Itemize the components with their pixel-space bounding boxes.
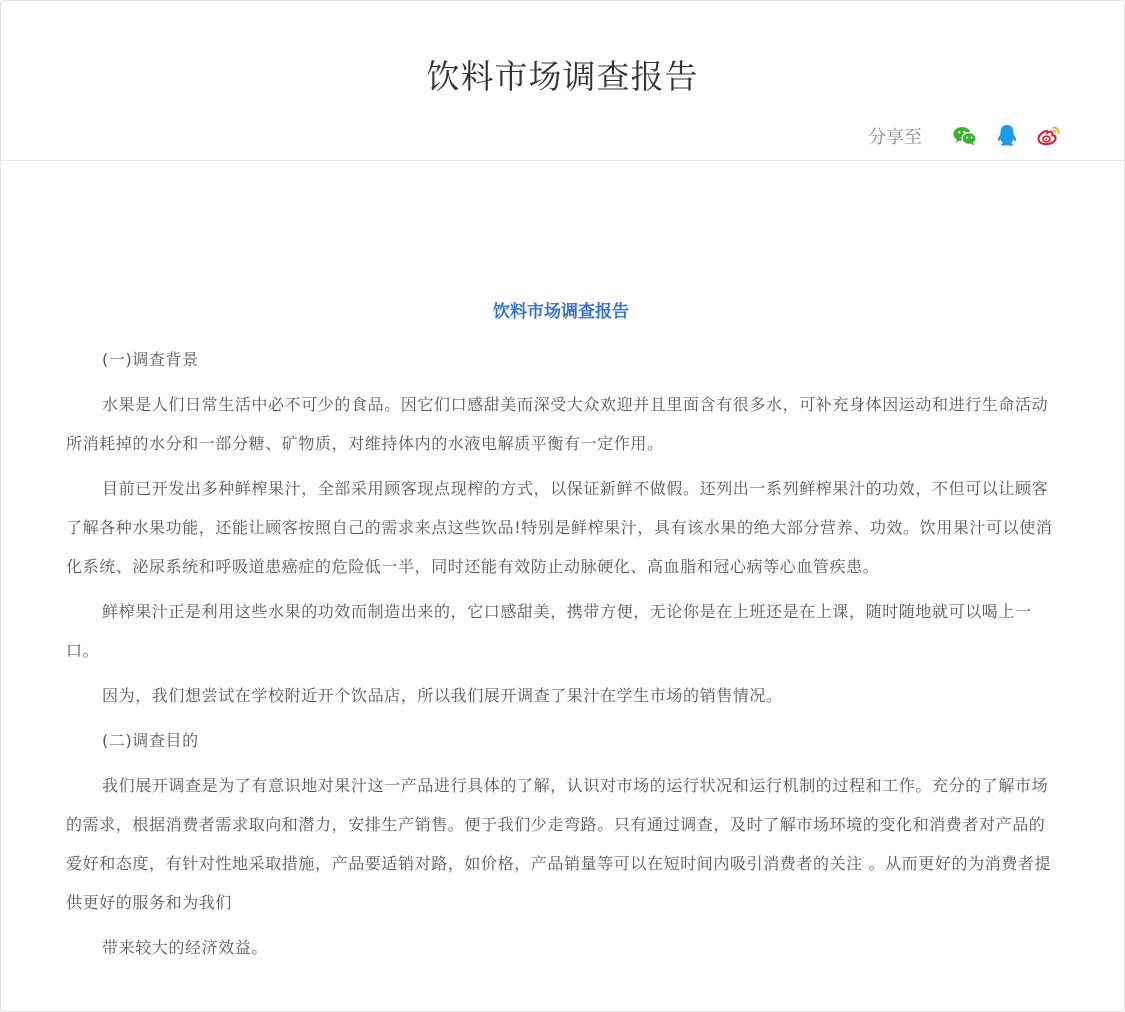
page-title: 饮料市场调查报告 xyxy=(426,57,699,96)
share-label: 分享至 xyxy=(868,127,922,148)
paragraph: 我们展开调查是为了有意识地对果汁这一产品进行具体的了解，认识对市场的运行状况和运行机制的过程和工作。充分的了解市场的需求，根据消费者需求取向和潜力，安排生产销售。便于我们少走弯路。只有通过调查，及时了解市场环境的变化和消费者对产品的爱好和态度，有针对性地采取措施，产品要适销对路，如价格，产品销量等可以在短时间内吸引消费者的关注 。从而更好的为消费者提供更好的服务和为我们 xyxy=(66,776,1052,912)
page-header xyxy=(1,1,1124,161)
paragraph: 水果是人们日常生活中必不可少的食品。因它们口感甜美而深受大众欢迎并且里面含有很多水，可补充身体因运动和进行生命活动所消耗掉的水分和一部分糖、矿物质，对维持体内的水液电解质平衡有一定作用。 xyxy=(66,395,1049,453)
paragraph: 鲜榨果汁正是利用这些水果的功效而制造出来的，它口感甜美，携带方便，无论你是在上班还是在上课，随时随地就可以喝上一口。 xyxy=(66,602,1032,660)
weibo-icon[interactable] xyxy=(1036,123,1062,149)
section-heading: (二)调查目的 xyxy=(102,731,199,750)
paragraph: 因为，我们想尝试在学校附近开个饮品店，所以我们展开调查了果汁在学生市场的销售情况。 xyxy=(102,686,783,705)
paragraph: 带来较大的经济效益。 xyxy=(102,938,269,957)
share-bar xyxy=(868,121,1062,151)
article-title: 饮料市场调查报告 xyxy=(493,302,629,322)
section-heading: (一)调查背景 xyxy=(102,350,199,369)
qq-icon[interactable] xyxy=(994,123,1020,149)
article-body xyxy=(66,297,1056,967)
wechat-icon[interactable] xyxy=(952,123,978,149)
paragraph: 目前已开发出多种鲜榨果汁，全部采用顾客现点现榨的方式，以保证新鲜不做假。还列出一系列鲜榨果汁的功效，不但可以让顾客了解各种水果功能，还能让顾客按照自己的需求来点这些饮品!特别是鲜榨果汁，具有该水果的绝大部分营养、功效。饮用果汁可以使消化系统、泌尿系统和呼吸道患癌症的危险低一半，同时还能有效防止动脉硬化、高血脂和冠心病等心血管疾患。 xyxy=(66,479,1053,576)
